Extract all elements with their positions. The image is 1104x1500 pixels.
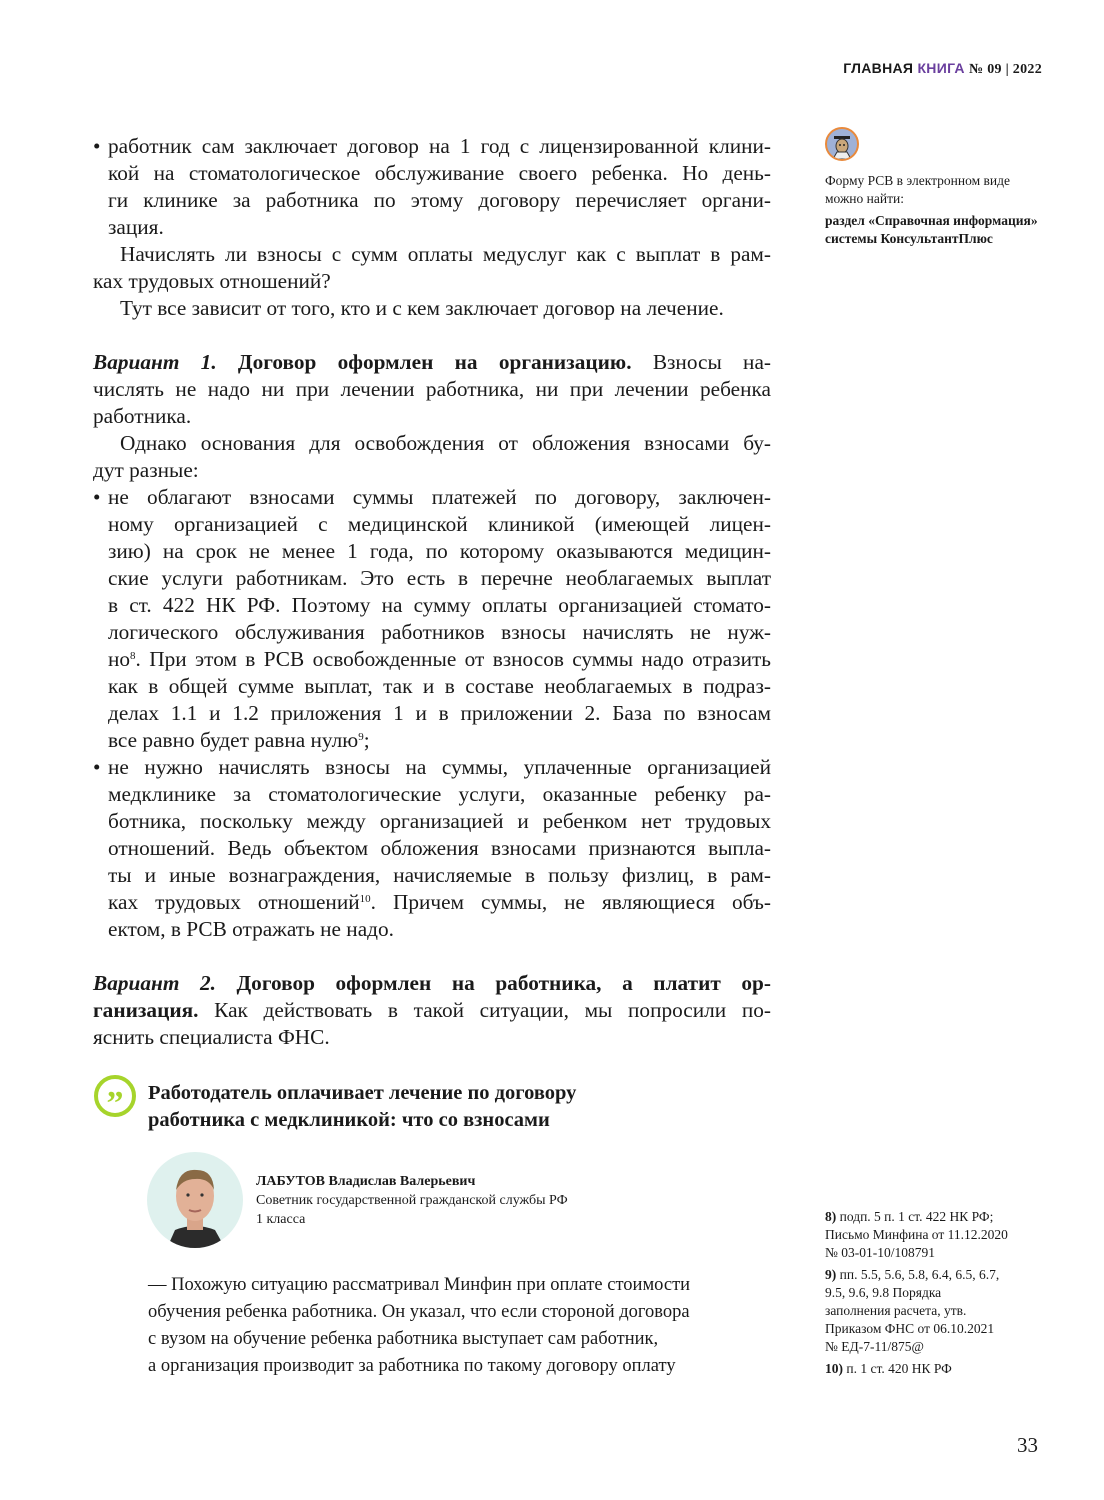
text-line (93, 997, 771, 1024)
quote-title-line: Работодатель оплачивает лечение по договору (148, 1082, 577, 1104)
text-line: зация. (108, 215, 164, 239)
text-line: как в общей сумме выплат, так и в составе необлагаемых в подраз- (108, 674, 771, 698)
quote-body (148, 1272, 743, 1380)
text-line: зию) на срок не менее 1 года, по которому оказываются медицин- (108, 539, 771, 563)
text-line: ках трудовых отношений? (93, 269, 331, 293)
text-line: в ст. 422 НК РФ. Поэтому на сумму оплаты организацией стомато- (108, 593, 771, 617)
paragraph (93, 349, 771, 430)
footnote-number: 8) (825, 1209, 840, 1224)
article-body (93, 133, 771, 1051)
footnote-line: Письмо Минфина от 11.12.2020 (825, 1227, 1008, 1242)
text-line: ботника, поскольку между организацией и ребенком нет трудовых (108, 809, 771, 833)
text-line: числять не надо ни при лечении работника, ни при лечении ребенка (93, 377, 771, 401)
footnote-number: 10) (825, 1361, 847, 1376)
text-line: логического обслуживания работников взносы начислять не нуж- (108, 620, 771, 644)
footnote (825, 1208, 1050, 1262)
text-line: • не нужно начислять взносы на суммы, уплаченные организацией (108, 755, 771, 779)
quote-icon: ” (94, 1075, 136, 1117)
footnote-ref: 10 (359, 893, 371, 905)
text-line (93, 970, 771, 997)
footnote-line: Приказом ФНС от 06.10.2021 (825, 1321, 995, 1336)
text-run: все равно будет равна нулю (108, 728, 359, 752)
footnote-line: подп. 5 п. 1 ст. 422 НК РФ; (839, 1209, 994, 1224)
text-run: Взносы на- (631, 350, 771, 374)
text-line: ты и иные вознаграждения, начисляемые в пользу физлиц, в рам- (108, 863, 771, 887)
text-line: Начислять ли взносы с сумм оплаты медуслуг как с выплат в рам- (120, 242, 771, 266)
brand-name: ГЛАВНАЯ (843, 60, 914, 76)
text-line: ному организацией с медицинской клиникой (имеющей лицен- (108, 512, 771, 536)
text-run: . Причем суммы, не являющиеся объ- (370, 890, 771, 914)
text-line: кой на стоматологическое обслуживание своего ребенка. Но день- (108, 161, 771, 185)
text-run: но (108, 647, 131, 671)
text-run: ках трудовых отношений (108, 890, 360, 914)
paragraph (93, 430, 771, 484)
paragraph (93, 970, 771, 1051)
text-run: ; (363, 728, 370, 752)
brand-name-accent: КНИГА (917, 60, 965, 76)
text-line: ги клинике за работника по этому договору перечисляет органи- (108, 188, 771, 212)
quote-title-line: работника с медклиникой: что со взносами (148, 1109, 550, 1131)
footnote-ref: 9 (358, 731, 364, 743)
author-title: Советник государственной гражданской службы РФ (256, 1193, 568, 1208)
footnote (825, 1266, 1050, 1356)
text-line: работника. (93, 404, 192, 428)
text-line: Тут все зависит от того, кто и с кем заключает договор на лечение. (120, 296, 724, 320)
text-line: яснить специалиста ФНС. (93, 1025, 330, 1049)
footnote-number: 9) (825, 1267, 840, 1282)
text-line (108, 727, 771, 754)
author-name: ЛАБУТОВ Владислав Валерьевич (256, 1174, 476, 1189)
footnote-line: п. 1 ст. 420 НК РФ (846, 1361, 952, 1376)
text-run: Вариант 2. (93, 971, 237, 995)
text-line: Однако основания для освобождения от обложения взносами бу- (120, 431, 771, 455)
text-line: • работник сам заключает договор на 1 год с лицензированной клини- (108, 134, 771, 158)
quote-title (148, 1080, 576, 1134)
sidebar-note-source: раздел «Справочная информация» системы КонсультантПлюс (825, 213, 1038, 246)
text-line (108, 889, 771, 916)
text-line: • не облагают взносами суммы платежей по договору, заключен- (108, 485, 771, 509)
sidebar-note-text: Форму РСВ в электронном виде можно найти: (825, 173, 1010, 206)
paragraph (93, 295, 771, 322)
text-line: медклинике за стоматологические услуги, оказанные ребенку ра- (108, 782, 771, 806)
text-line (108, 646, 771, 673)
text-line: делах 1.1 и 1.2 приложения 1 и в приложении 2. База по взносам (108, 701, 771, 725)
paragraph (93, 484, 771, 754)
footnote-line: заполнения расчета, утв. (825, 1303, 967, 1318)
page-number: 33 (1017, 1433, 1038, 1457)
text-line: ские услуги работникам. Это есть в перечне необлагаемых выплат (108, 566, 771, 590)
sidebar-note (825, 172, 1050, 248)
text-run: Договор оформлен на работника, а платит ор- (236, 971, 771, 995)
quote-line: — Похожую ситуацию рассматривал Минфин при оплате стоимости (148, 1275, 691, 1295)
paragraph (93, 133, 771, 241)
quote-line: а организация производит за работника по такому договору оплату (148, 1356, 676, 1376)
text-line: ектом, в РСВ отражать не надо. (108, 917, 394, 941)
quote-line: обучения ребенка работника. Он указал, что если стороной договора (148, 1302, 690, 1322)
text-run: ганизация. (93, 998, 199, 1022)
issue-number: № 09 | 2022 (969, 62, 1042, 77)
footnote-line: № 03-01-10/108791 (825, 1245, 935, 1260)
author-title: 1 класса (256, 1212, 306, 1227)
text-run: Договор оформлен на организацию. (237, 350, 632, 374)
footnote (825, 1360, 1050, 1378)
text-run: . При этом в РСВ освобожденные от взносов суммы надо отразить (135, 647, 771, 671)
text-line (93, 349, 771, 376)
author-info (256, 1172, 568, 1229)
paragraph (93, 241, 771, 295)
footnote-ref: 8 (130, 650, 136, 662)
paragraph (93, 754, 771, 943)
quote-line: с вузом на обучение ребенка работника выступает сам работник, (148, 1329, 659, 1349)
text-run: Как действовать в такой ситуации, мы попросили по- (198, 998, 771, 1022)
professor-avatar-icon (825, 127, 859, 161)
footnote-line: № ЕД-7-11/875@ (825, 1339, 924, 1354)
magazine-header (843, 60, 1042, 78)
footnote-line: 9.5, 9.6, 9.8 Порядка (825, 1285, 942, 1300)
text-line: отношений. Ведь объектом обложения взносами признаются выпла- (108, 836, 771, 860)
author-photo (147, 1152, 243, 1248)
text-line: дут разные: (93, 458, 199, 482)
footnote-line: пп. 5.5, 5.6, 5.8, 6.4, 6.5, 6.7, (839, 1267, 1000, 1282)
text-run: Вариант 1. (93, 350, 238, 374)
footnotes (825, 1208, 1050, 1382)
